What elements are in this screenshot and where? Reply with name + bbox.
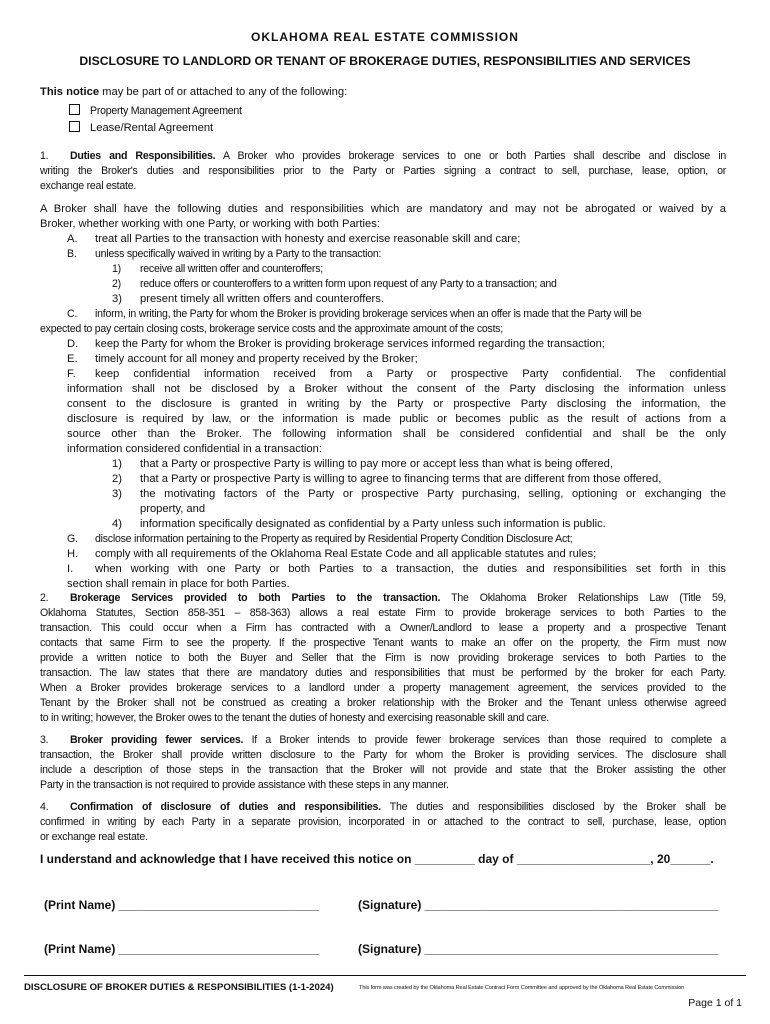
print-name-field-2[interactable]: (Print Name) ______________________________ (44, 942, 319, 956)
section-2-heading: Brokerage Services provided to both Parties to the transaction. (70, 592, 441, 604)
duty-c: C. inform, in writing, the Party for whom the Broker is providing brokerage services when an offer is made that the Party will be (67, 308, 642, 320)
duty-b-2: 2) reduce offers or counteroffers to a written form upon request of any Party to a transaction; and (112, 278, 557, 290)
duty-a: A. treat all Parties to the transaction with honesty and exercise reasonable skill and care; (67, 233, 521, 245)
duty-b-3: 3) present timely all written offers and counteroffers. (112, 293, 384, 305)
duty-f: F. keep confidential information received from a Party or prospective Party confidential. The confidential information shall not be disclosed by a Broker without the consent of the Party disclosing the information unless consent to the disclosure is granted in writing by the Party or prospective Party disclosing the information, the disclosure is required by law, or the information is made public or becomes public as the result of actions from a source other than the Broker. The following information shall be considered confidential and shall be the only information considered confidential in a transaction: (67, 368, 726, 455)
duty-i: I. when working with one Party or both Parties to a transaction, the duties and responsibilities set forth in this section shall remain in place for both Parties. (67, 563, 726, 590)
signature-field-1[interactable]: (Signature) ____________________________________________ (358, 898, 719, 912)
duty-f-3: 3) the motivating factors of the Party or prospective Party purchasing, selling, optioning or exchanging the (112, 488, 726, 500)
section-4: 4. Confirmation of disclosure of duties and responsibilities. The duties and responsibilities disclosed by the Broker shall be confirmed in writing by each Party in a separate provision, incorporated in or attached to the contract to sell, purchase, lease, option or exchange real estate. (40, 801, 726, 843)
section-1-duties: A Broker shall have the following duties and responsibilities which are mandatory and may not be abrogated or waived by a Broker, whether working with one Party, or working with both Parties: A. treat all Parties to the transaction with honesty and exercise reasonable skill and care; B. unless specifically waived in writing by a Party to the transaction: 1) receive all written offer and counteroffers; 2) reduce offers or counteroffers to a written form upon request of any Party to a transaction; and 3) present timely all written offers and counteroffers. C. inform, in writing, the Party for whom the Broker is providing brokerage services when an offer is made that the Party will be expected to pay certain closing costs, brokerage service costs and the approximate amount of the costs; D. keep the Party for whom the Broker is providing brokerage services informed regarding the transaction; E. timely account for all money and property received by the Broker; F. keep confidential information received from a Party or prospective Party confidential. The confidential information shall not be disclosed by a Broker without the consent of the Party disclosing the information unless consent to the disclosure is granted in writing by the Party or prospective Party disclosing the information, the disclosure is required by law, or the information is made public or becomes public as the result of actions from a source other than the Broker. The following information shall be considered confidential and shall be the only information considered confidential in a transaction: 1) that a Party or prospective Party is willing to pay more or accept less than what is being offered, 2) that a Party or prospective Party is willing to agree to financing terms that are different from those offered, 3) the motivating factors of the Party or prospective Party purchasing, selling, optioning or exchanging the property, and 4) information specifically designated as confidential by a Party unless such information is public. G. disclose information pertaining to the Property as required by Residential Property Condition Disclosure Act; H. comply with all requirements of the Oklahoma Real Estate Code and all applicable statutes and rules; I. when working with one Party or both Parties to a transaction, the duties and responsibilities set forth in this section shall remain in place for both Parties. (40, 203, 726, 590)
option-lease-rental[interactable]: Lease/Rental Agreement (69, 121, 726, 136)
checkbox[interactable] (69, 121, 80, 132)
duty-b-1: 1) receive all written offer and counteroffers; (112, 263, 323, 275)
duty-f-3-cont: property, and (140, 503, 206, 515)
duty-d: D. keep the Party for whom the Broker is providing brokerage services informed regarding the transaction; (67, 338, 605, 350)
option-property-management[interactable]: Property Management Agreement (69, 104, 726, 119)
notice-text: may be part of or attached to any of the following: (102, 86, 348, 98)
footer-divider (24, 975, 746, 976)
section-2: 2. Brokerage Services provided to both Parties to the transaction. The Oklahoma Broker Relationships Law (Title 59, Oklahoma Statutes, Section 858-351 – 858-363) allows a real estate Firm to provide brokerage services to both Parties to the transaction. This could occur when a Firm has contracted with a Owner/Landlord to lease a property and a prospective Tenant contacts that same Firm to see the property. If the prospective Tenant wants to make an offer on the property, the Firm must now provide a written notice to both the Buyer and Seller that the Firm is now providing brokerage services to both Parties to the transaction. The law states that there are mandatory duties and responsibilities that must be performed by the broker for each Party. When a Broker provides brokerage services to a landlord under a property management agreement, the services provided to the Tenant by the Broker shall not be construed as creating a broker relationship with the Broker and the Tenant unless otherwise agreed to in writing; however, the Broker owes to the tenant the duties of honesty and exercising reasonable skill and care. (40, 592, 726, 724)
signature-field-2[interactable]: (Signature) ____________________________________________ (358, 942, 719, 956)
duty-f-4: 4) information specifically designated as confidential by a Party unless such information is public. (112, 518, 606, 530)
duty-f-1: 1) that a Party or prospective Party is willing to pay more or accept less than what is being offered, (112, 458, 614, 470)
notice-intro (40, 85, 726, 100)
duty-c-cont: expected to pay certain closing costs, brokerage service costs and the approximate amount of the costs; (40, 323, 504, 335)
notice-lead: This notice (40, 86, 100, 98)
agency-title: OKLAHOMA REAL ESTATE COMMISSION (251, 30, 519, 44)
duty-f-2: 2) that a Party or prospective Party is willing to agree to financing terms that are different from those offered, (112, 473, 662, 485)
section-3: 3. Broker providing fewer services. If a Broker intends to provide fewer brokerage services than those required to complete a transaction, the Broker shall provide written disclosure to the Party for whom the Broker is providing services. The disclosure shall include a description of those steps in the transaction that the Broker will not provide and state that the Broker assisting the other Party in the transaction is not required to provide assistance with these steps in any manner. (40, 734, 726, 791)
duty-b: B. unless specifically waived in writing by a Party to the transaction: (67, 248, 382, 260)
duty-g: G. disclose information pertaining to the Property as required by Residential Property Condition Disclosure Act; (67, 533, 573, 545)
duty-e: E. timely account for all money and property received by the Broker; (67, 353, 418, 365)
print-name-field-1[interactable]: (Print Name) ______________________________ (44, 898, 319, 912)
section-4-heading: Confirmation of disclosure of duties and responsibilities. (70, 801, 381, 813)
section-3-heading: Broker providing fewer services. (70, 734, 244, 746)
section-1-heading: Duties and Responsibilities. (70, 150, 216, 162)
duty-h: H. comply with all requirements of the Oklahoma Real Estate Code and all applicable statutes and rules; (67, 548, 597, 560)
footer-note: This form was created by the Oklahoma Real Estate Contract Form Committee and approved by the Oklahoma Real Estate Commission (359, 985, 685, 991)
section-1-intro: 1. Duties and Responsibilities. A Broker who provides brokerage services to one or both Parties shall describe and disclose in writing the Broker's duties and responsibilities prior to the Party or Parties signing a contract to sell, purchase, lease, option, or exchange real estate. (40, 150, 727, 192)
document-title: DISCLOSURE TO LANDLORD OR TENANT OF BROKERAGE DUTIES, RESPONSIBILITIES AND SERVICES (79, 54, 691, 68)
checkbox[interactable] (69, 104, 80, 115)
acknowledgment-line[interactable]: I understand and acknowledge that I have received this notice on _________ day of ____________________, 20______. (40, 852, 714, 866)
notice-options (40, 104, 726, 136)
page-number: Page 1 of 1 (688, 997, 742, 1009)
footer-form-title: DISCLOSURE OF BROKER DUTIES & RESPONSIBILITIES (1-1-2024) (24, 982, 334, 993)
